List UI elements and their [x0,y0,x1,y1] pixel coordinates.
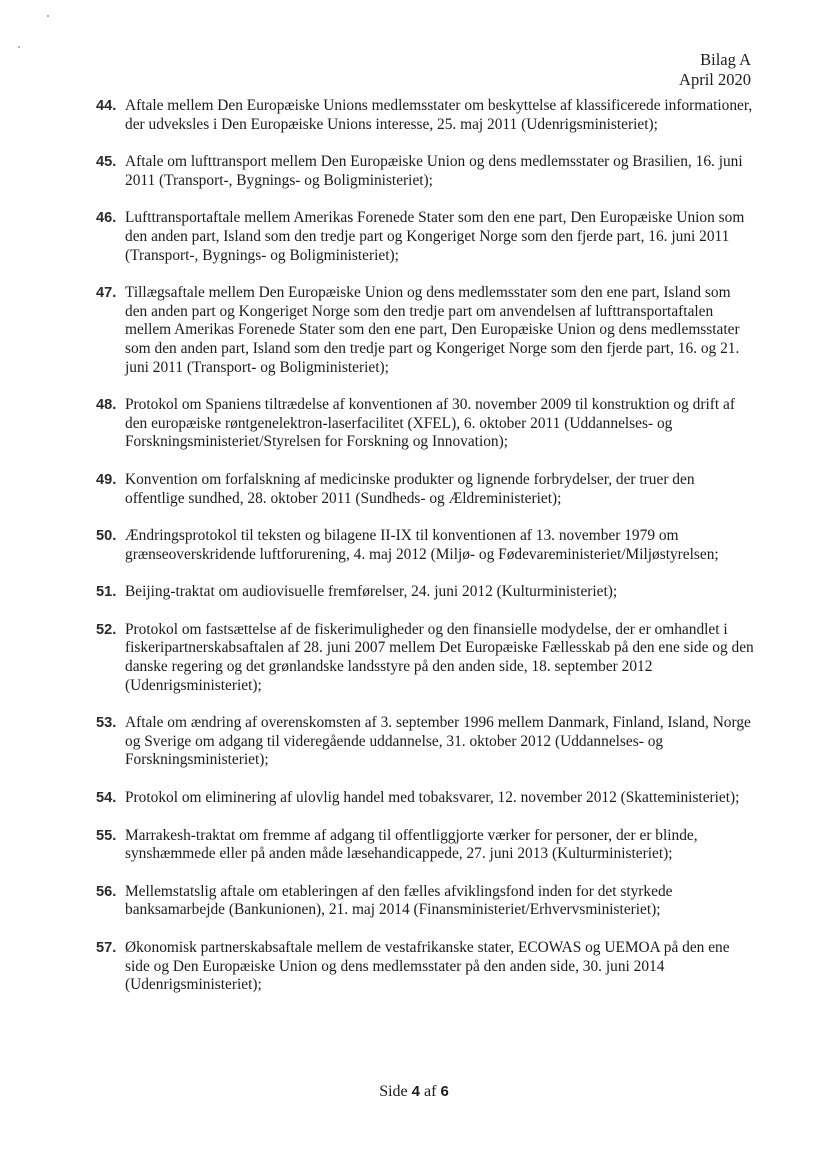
list-item [96,153,756,190]
item-number: 47. [96,285,117,302]
item-number: 54. [96,790,117,807]
list-item [96,583,756,602]
list-item [96,471,756,508]
item-number: 55. [96,827,117,844]
footer-current-page: 4 [411,1083,420,1100]
item-text: Økonomisk partnerskabsaftale mellem de vestafrikanske stater, ECOWAS og UEMOA på den ene side og Den Europæiske Union og dens medlemsstater på den anden side, 30. juni 2014 (Udenrigsministeriet); [125,939,730,994]
list-item [96,209,756,265]
item-text: Tillægsaftale mellem Den Europæiske Union og dens medlemsstater som den ene part, Island som den anden part og Kongeriget Norge som den tredje part om anvendelsen af lufttransportaftalen mellem Amerikas Forenede Stater som den ene part, Den Europæiske Union og dens medlemsstater som den anden part, Island som den tredje part og Kongeriget Norge som den fjerde part, 16. og 21. juni 2011 (Transport- og Boligministeriet); [125,284,740,376]
document-header [679,50,751,90]
scan-speck [18,46,20,48]
list-item [96,527,756,564]
item-text: Aftale om ændring af overenskomsten af 3. september 1996 mellem Danmark, Finland, Island, Norge og Sverige om adgang til videregående uddannelse, 31. oktober 2012 (Uddannelses- og Forskningsministeriet); [125,714,751,769]
item-number: 44. [96,98,117,114]
item-text: Beijing-traktat om audiovisuelle fremførelser, 24. juni 2012 (Kulturministeriet); [125,583,618,601]
item-number: 46. [96,210,117,227]
item-text: Aftale mellem Den Europæiske Unions medlemsstater om beskyttelse af klassificerede informationer, der udveksles i Den Europæiske Unions interesse, 25. maj 2011 (Udenrigsministeriet); [125,97,753,133]
item-text: Aftale om lufttransport mellem Den Europæiske Union og dens medlemsstater og Brasilien, 16. juni 2011 (Transport-, Bygnings- og Boligministeriet); [125,153,743,189]
item-text: Mellemstatslig aftale om etableringen af den fælles afviklingsfond inden for det styrkede banksamarbejde (Bankunionen), 21. maj 2014 (Finansministeriet/Erhvervsministeriet); [125,882,673,919]
item-number: 56. [96,883,117,900]
header-annex-label: Bilag A [700,50,751,69]
list-item [96,284,756,377]
list-item [96,396,756,452]
item-text: Konvention om forfalskning af medicinske produkter og lignende forbrydelser, der truer den offentlige sundhed, 28. oktober 2011 (Sundheds- og Ældreministeriet); [125,470,695,507]
item-text: Protokol om fastsættelse af de fiskerimuligheder og den finansielle modydelse, der er omhandlet i fiskeripartnerskabsaftalen af 28. juni 2007 mellem Det Europæiske Fællesskab på den ene side og den danske regering og det grønlandske landsstyre på den anden side, 18. september 2012 (Udenrigsministeriet); [125,620,754,694]
scan-speck [47,15,49,17]
footer-total-pages: 6 [440,1083,449,1100]
list-item [96,621,756,695]
item-text: Marrakesh-traktat om fremme af adgang til offentliggjorte værker for personer, der er blinde, synshæmmede eller på anden måde læsehandicappede, 27. juni 2013 (Kulturministeriet); [125,826,698,863]
list-item [96,939,756,995]
item-text: Protokol om eliminering af ulovlig handel med tobaksvarer, 12. november 2012 (Skatteministeriet); [125,789,740,807]
item-number: 52. [96,621,117,638]
footer-page-prefix: Side [379,1083,408,1100]
item-number: 57. [96,940,117,956]
footer-of: af [424,1083,437,1100]
list-item [96,883,756,920]
list-item [96,789,756,808]
item-text: Ændringsprotokol til teksten og bilagene II-IX til konventionen af 13. november 1979 om grænseoverskridende luftforurening, 4. maj 2012 (Miljø- og Fødevareministeriet/Miljøstyrelsen; [125,527,719,563]
item-number: 51. [96,584,117,601]
header-date: April 2020 [679,70,751,89]
list-item [96,714,756,770]
item-number: 49. [96,471,117,488]
item-number: 48. [96,397,117,414]
list-item [96,827,756,864]
item-text: Protokol om Spaniens tiltrædelse af konventionen af 30. november 2009 til konstruktion og drift af den europæiske røntgenelektron-laserfacilitet (XFEL), 6. oktober 2011 (Uddannelses- og Forskningsministeriet/Styrelsen for Forskning og Innovation); [125,396,735,451]
item-text: Lufttransportaftale mellem Amerikas Forenede Stater som den ene part, Den Europæiske Union som den anden part, Island som den tredje part og Kongeriget Norge som den fjerde part, 16. juni 2011 (Transport-, Bygnings- og Boligministeriet); [125,209,745,264]
item-number: 45. [96,154,117,171]
treaty-list [96,97,756,1014]
list-item [96,97,756,134]
item-number: 53. [96,715,117,732]
item-number: 50. [96,528,117,545]
page-footer [0,1083,828,1101]
